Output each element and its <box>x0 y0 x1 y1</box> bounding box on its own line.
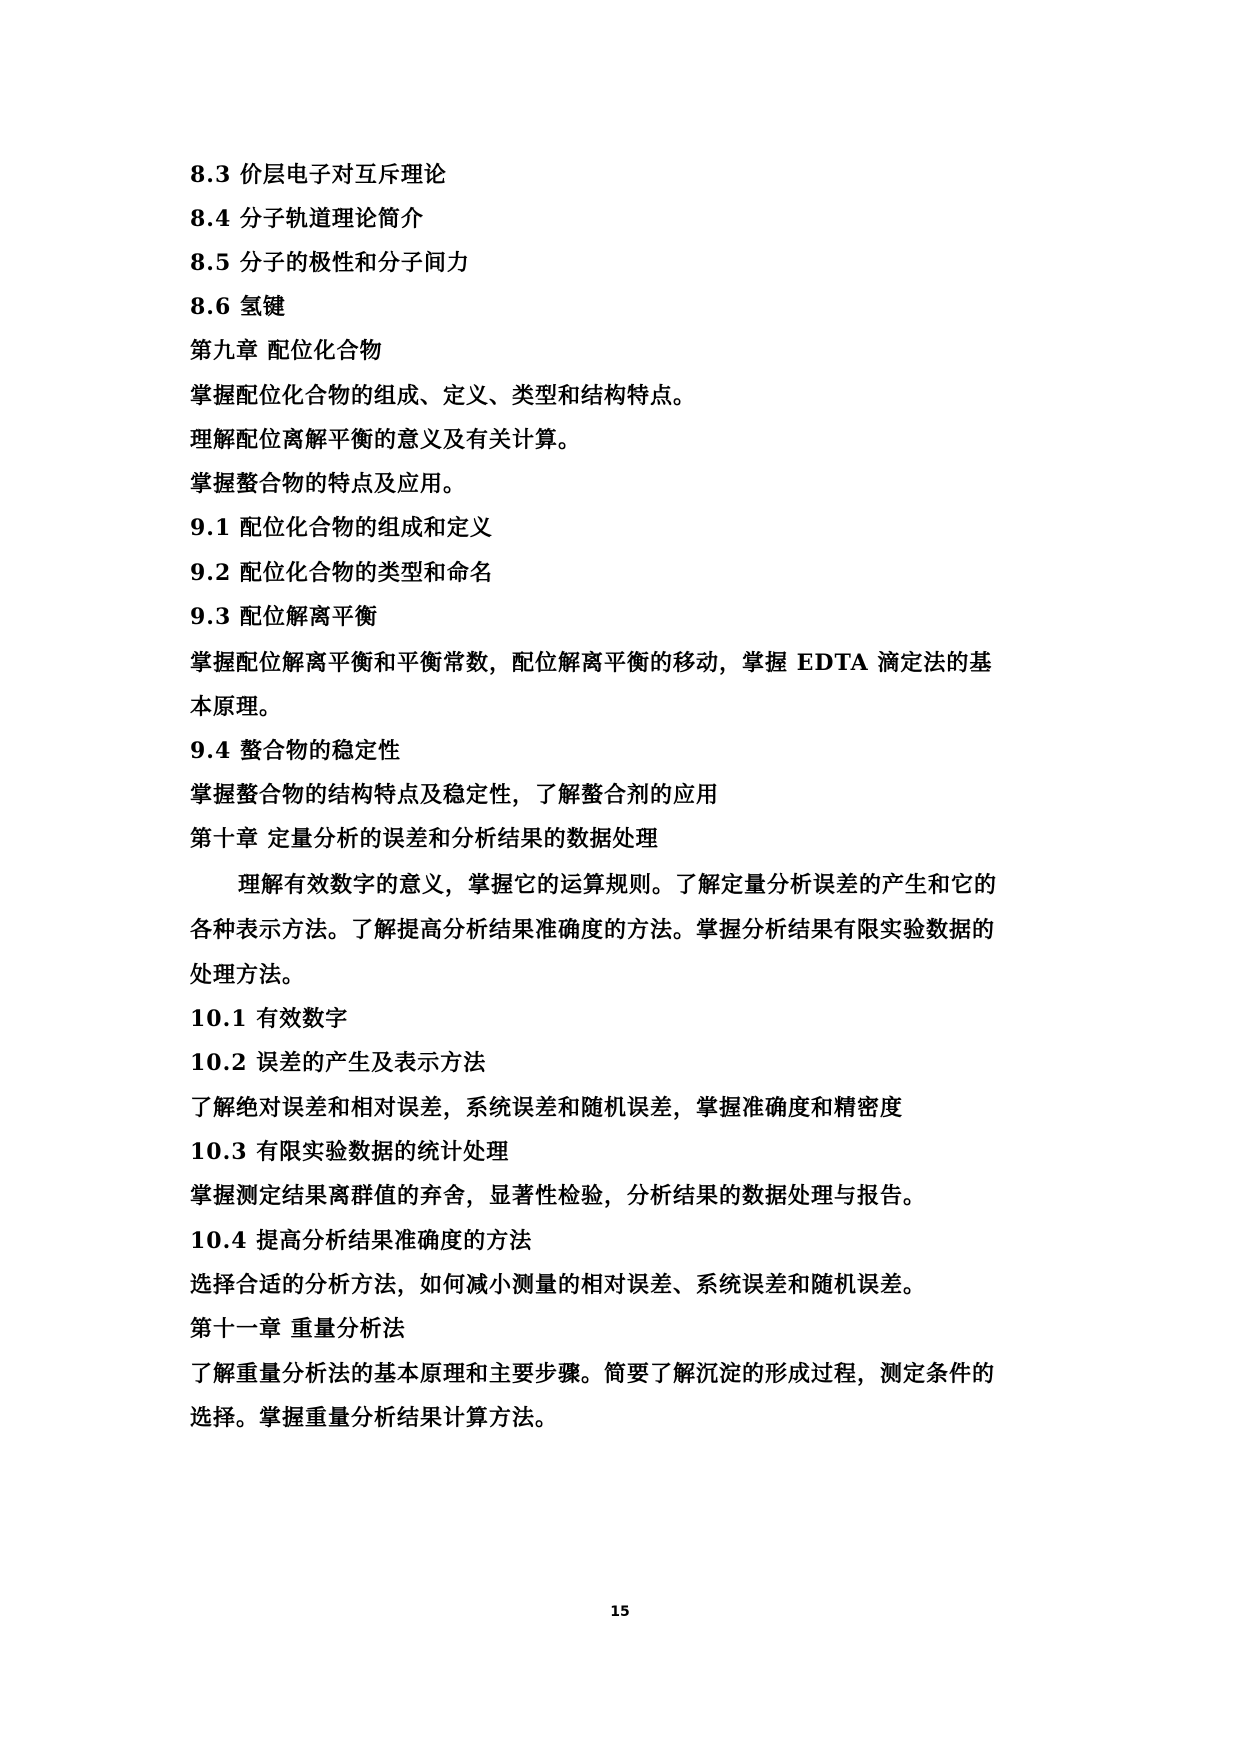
paragraph-line: 选择合适的分析方法，如何减小测量的相对误差、系统误差和随机误差。 <box>190 1272 927 1298</box>
paragraph-line: 选择。掌握重量分析结果计算方法。 <box>190 1405 559 1431</box>
section-heading-9-2: 9.2 配位化合物的类型和命名 <box>190 560 493 586</box>
section-heading-9-1: 9.1 配位化合物的组成和定义 <box>190 515 493 541</box>
paragraph-line: 掌握配位解离平衡和平衡常数，配位解离平衡的移动，掌握 EDTA 滴定法的基 <box>190 650 993 676</box>
section-heading-9-3: 9.3 配位解离平衡 <box>190 604 378 630</box>
paragraph-line: 了解重量分析法的基本原理和主要步骤。简要了解沉淀的形成过程，测定条件的 <box>190 1361 996 1387</box>
paragraph-line: 处理方法。 <box>190 962 306 988</box>
section-heading-10-2: 10.2 误差的产生及表示方法 <box>190 1050 487 1076</box>
section-heading-8-4: 8.4 分子轨道理论简介 <box>190 206 424 232</box>
paragraph-line: 掌握螯合物的结构特点及稳定性，了解螯合剂的应用 <box>190 782 720 808</box>
section-heading-10-3: 10.3 有限实验数据的统计处理 <box>190 1139 510 1165</box>
paragraph-line: 理解配位离解平衡的意义及有关计算。 <box>190 427 582 453</box>
paragraph-line: 掌握测定结果离群值的弃舍，显著性检验，分析结果的数据处理与报告。 <box>190 1183 927 1209</box>
paragraph-line: 理解有效数字的意义，掌握它的运算规则。了解定量分析误差的产生和它的 <box>238 872 998 898</box>
paragraph-line: 本原理。 <box>190 694 283 720</box>
paragraph-line: 了解绝对误差和相对误差，系统误差和随机误差，掌握准确度和精密度 <box>190 1095 904 1121</box>
section-heading-8-6: 8.6 氢键 <box>190 294 286 320</box>
section-heading-8-3: 8.3 价层电子对互斥理论 <box>190 162 447 188</box>
section-heading-10-4: 10.4 提高分析结果准确度的方法 <box>190 1228 533 1254</box>
chapter-heading-11: 第十一章 重量分析法 <box>190 1316 406 1342</box>
paragraph-line: 各种表示方法。了解提高分析结果准确度的方法。掌握分析结果有限实验数据的 <box>190 917 996 943</box>
chapter-heading-9: 第九章 配位化合物 <box>190 338 383 364</box>
paragraph-line: 掌握螯合物的特点及应用。 <box>190 471 467 497</box>
chapter-heading-10: 第十章 定量分析的误差和分析结果的数据处理 <box>190 826 659 852</box>
paragraph-line: 掌握配位化合物的组成、定义、类型和结构特点。 <box>190 383 697 409</box>
section-heading-9-4: 9.4 螯合物的稳定性 <box>190 738 401 764</box>
section-heading-10-1: 10.1 有效数字 <box>190 1006 349 1032</box>
section-heading-8-5: 8.5 分子的极性和分子间力 <box>190 250 470 276</box>
page-number: 15 <box>610 1604 630 1620</box>
